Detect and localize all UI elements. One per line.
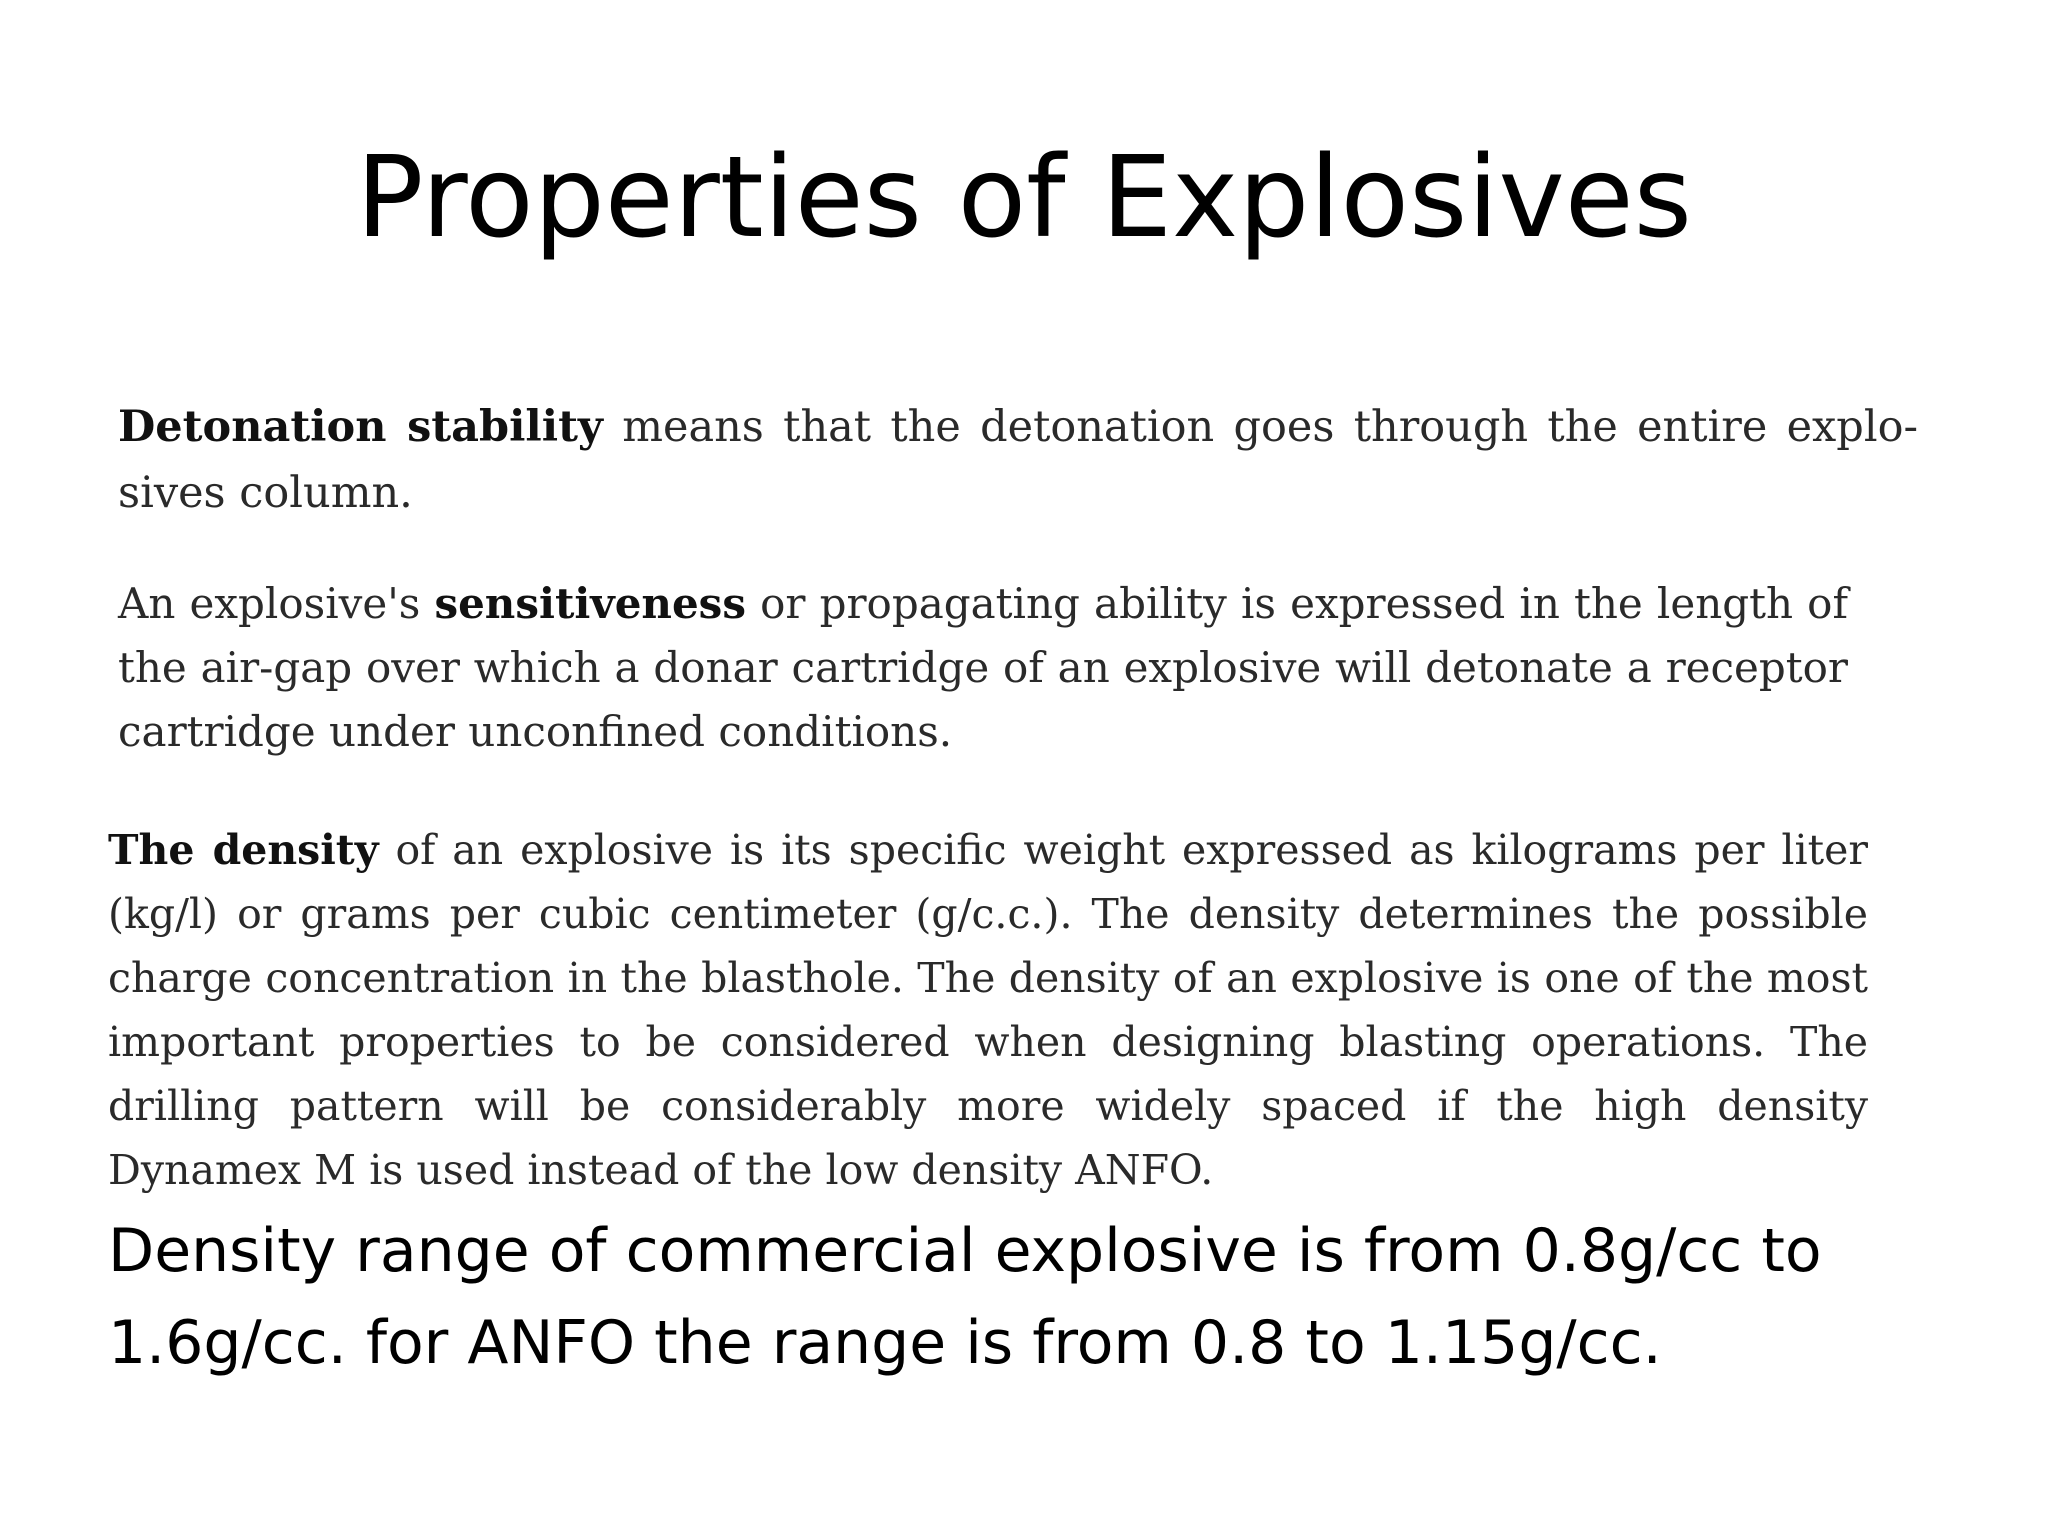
paragraph-density <box>108 818 1868 1202</box>
density-range-note: Density range of commercial explosive is from 0.8g/cc to 1.6g/cc. for ANFO the range is from 0.8 to 1.15g/cc. <box>108 1216 1822 1378</box>
slide-title: Properties of Explosives <box>356 133 1692 263</box>
paragraph-sensitiveness-text: or propagating ability is expressed in the length of the air-gap over which a donar cartridge of an explosive will detonate a receptor cartridge under unconfined conditions. <box>118 579 1848 756</box>
term-detonation-stability: Detonation stability <box>118 402 603 452</box>
paragraph-detonation-stability-text: means that the detonation goes through the entire explo-sives column. <box>118 402 1918 518</box>
paragraph-detonation-stability <box>118 394 1918 526</box>
term-sensitiveness: sensitiveness <box>434 579 746 628</box>
paragraph-density-text: of an explosive is its specific weight expressed as kilograms per liter (kg/l) or grams per cubic centimeter (g/c.c.). The density determines the possible charge concentration in the blasthole. The density of an explosive is one of the most important properties to be considered when designing blasting operations. The drilling pattern will be considerably more widely spaced if the high density Dynamex M is used instead of the low density ANFO. <box>108 826 1868 1194</box>
paragraph-sensitiveness <box>118 572 1848 764</box>
term-density: The density <box>108 826 379 874</box>
paragraph-sensitiveness-prefix: An explosive's <box>118 579 435 628</box>
